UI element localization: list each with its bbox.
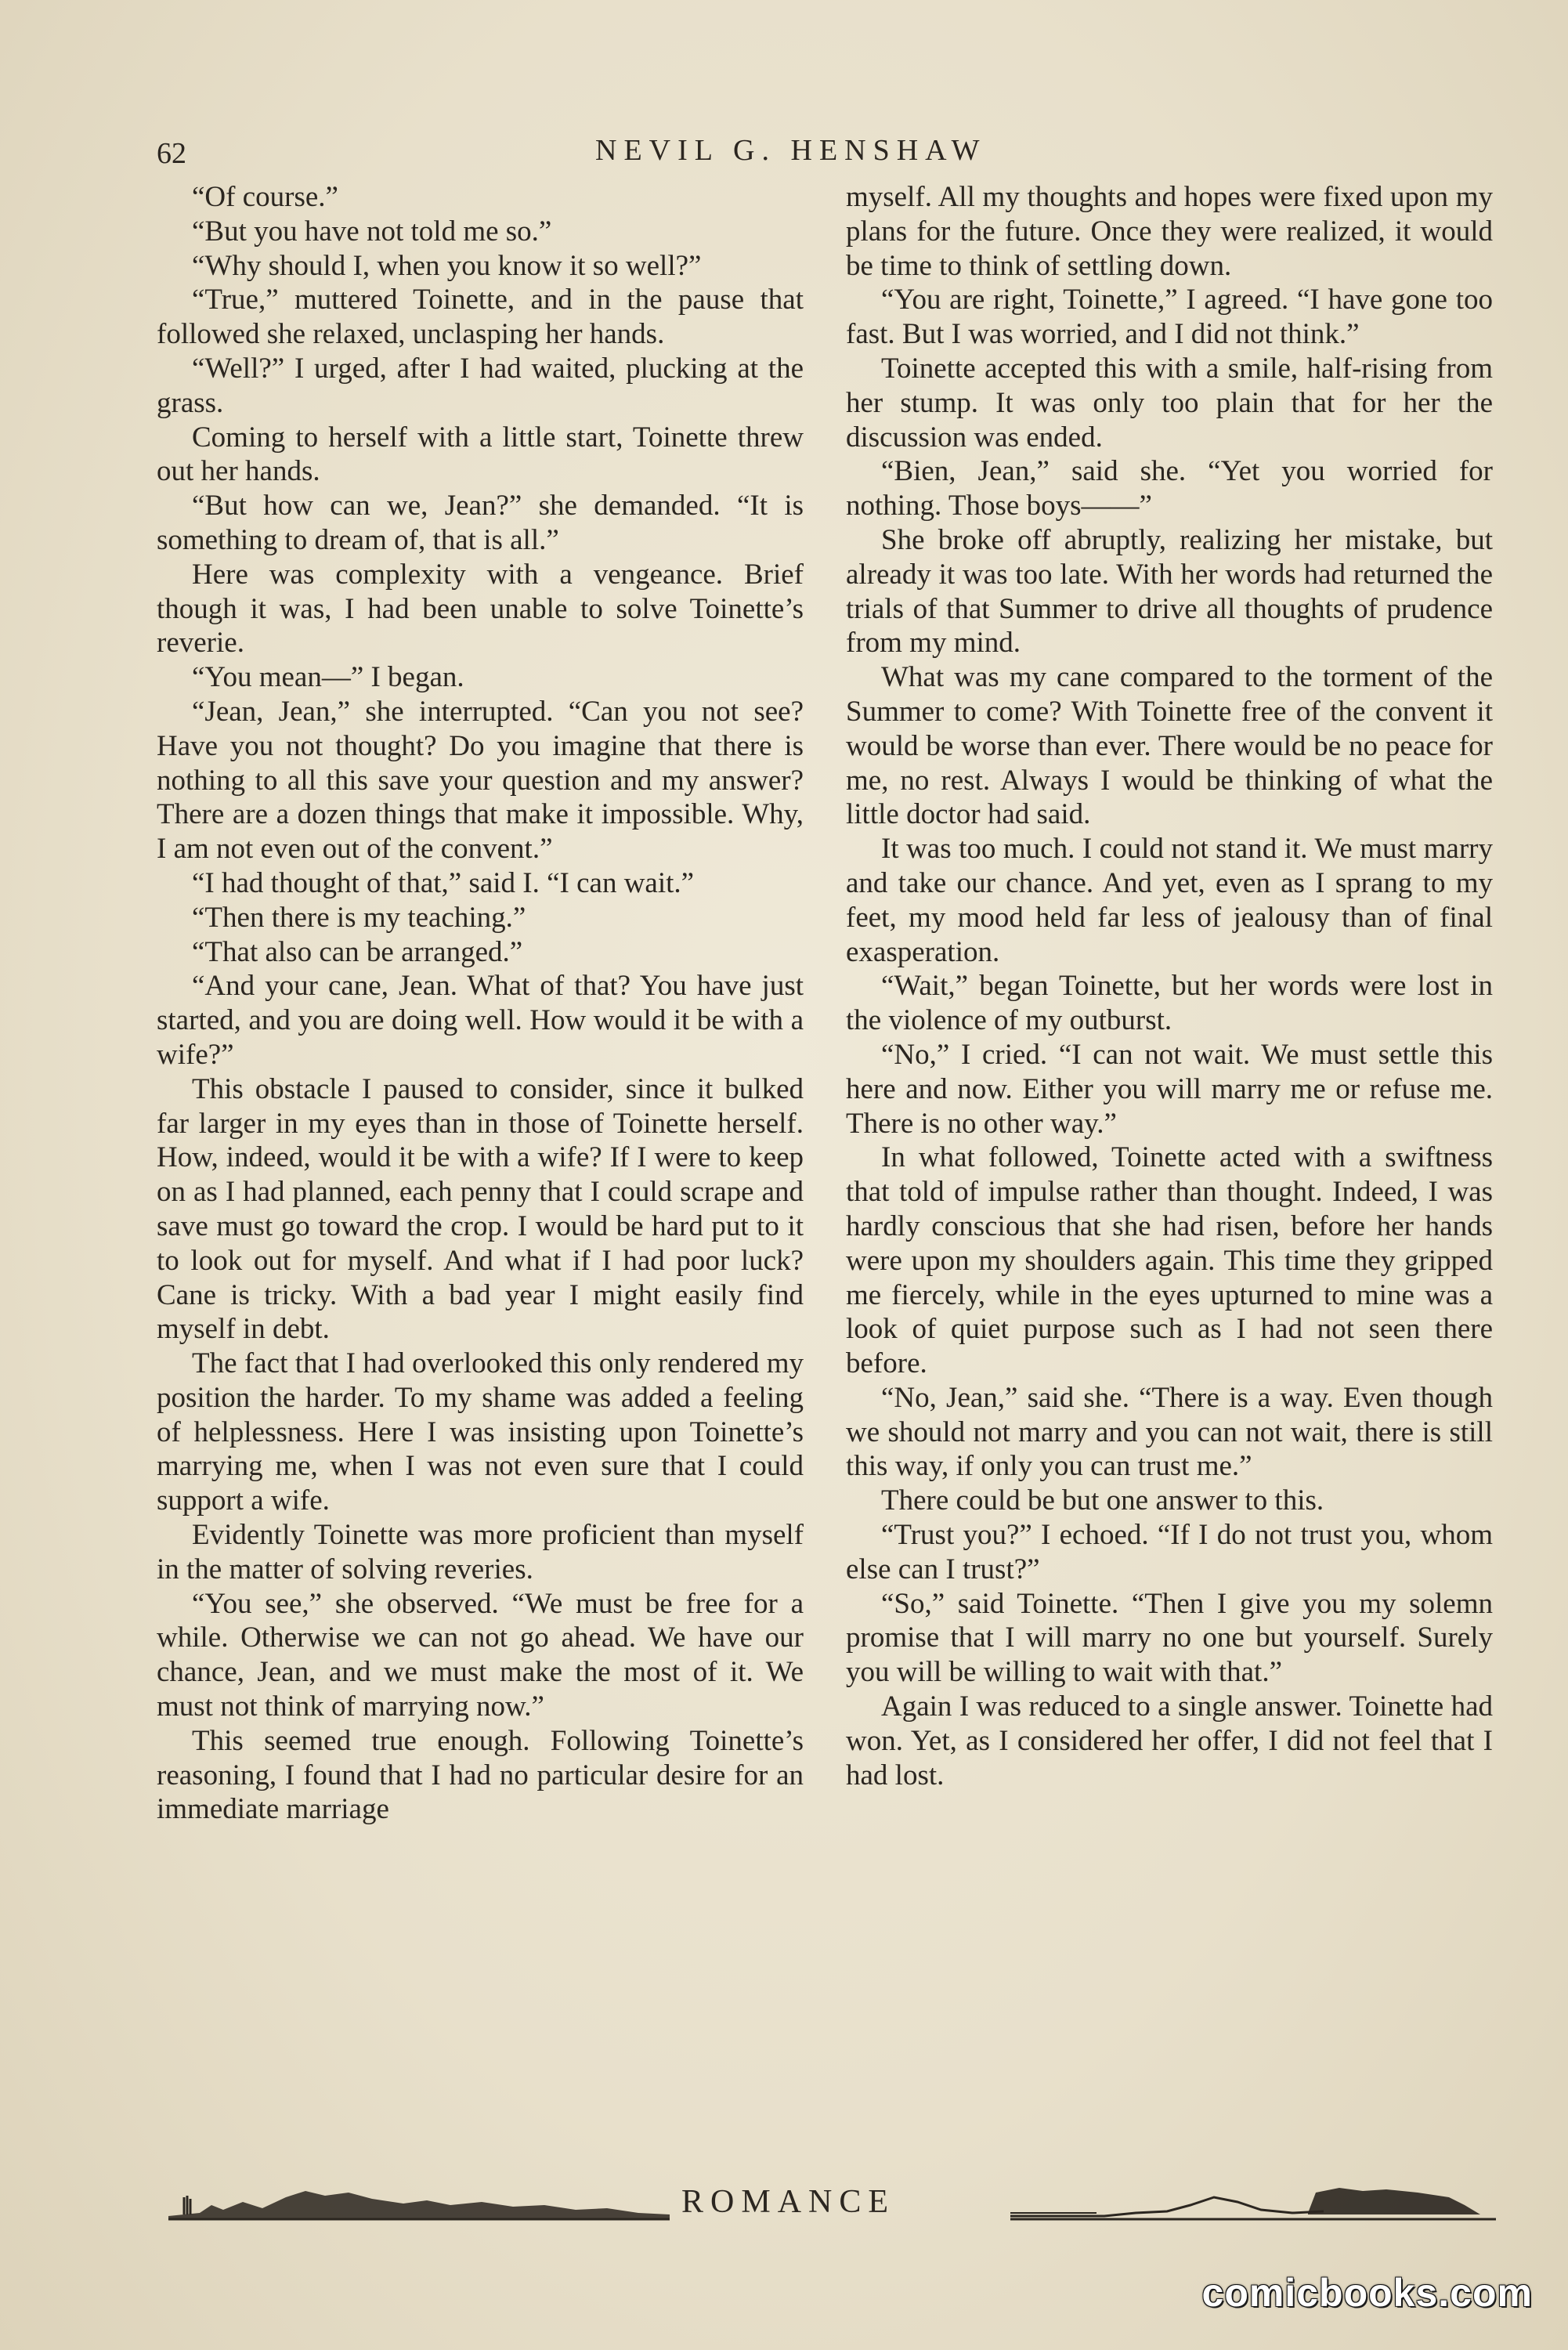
paragraph: “Of course.” — [192, 181, 338, 213]
paragraph: This seemed true enough. Following Toinette’s reasoning, I found that I had no particular desire for an immediate marriage — [157, 1724, 804, 1826]
left-text-column — [157, 180, 804, 1827]
running-head: NEVIL G. HENSHAW — [595, 134, 987, 167]
paragraph: “I had thought of that,” said I. “I can wait.” — [192, 866, 695, 899]
paragraph: “Bien, Jean,” said she. “Yet you worried for nothing. Those boys——” — [846, 455, 1493, 522]
paragraph: This obstacle I paused to consider, since it bulked far larger in my eyes than in those of Toinette herself. How, indeed, would it be with a wife? If I were to keep on as I had planned, each penny that I could scrape and save must go toward the crop. I would be hard put to it to look out for myself. And what if I had poor luck? Cane is tricky. With a bad year I might easily find myself in debt. — [157, 1072, 804, 1346]
page-footer — [157, 2174, 1504, 2229]
page-header — [157, 133, 1504, 172]
paragraph: “You mean—” I began. — [192, 661, 464, 694]
paragraph: “Wait,” began Toinette, but her words were lost in the violence of my outburst. — [846, 970, 1493, 1037]
paragraph: “Well?” I urged, after I had waited, plucking at the grass. — [157, 352, 804, 419]
paragraph: “You see,” she observed. “We must be free for a while. Otherwise we can not go ahead. We have our chance, Jean, and we must make the most of it. We must not think of marrying now.” — [157, 1587, 804, 1723]
paragraph: Evidently Toinette was more proficient than myself in the matter of solving reveries. — [157, 1519, 804, 1585]
page-number: 62 — [157, 137, 186, 170]
magazine-title: ROMANCE — [681, 2184, 896, 2220]
paragraph: “Then there is my teaching.” — [192, 901, 526, 934]
landscape-ornament-right-icon — [1010, 2182, 1496, 2221]
paragraph: “Trust you?” I echoed. “If I do not trust you, whom else can I trust?” — [846, 1519, 1493, 1585]
paragraph: Coming to herself with a little start, Toinette threw out her hands. — [157, 421, 804, 488]
paragraph: “No,” I cried. “I can not wait. We must settle this here and now. Either you will marry me or refuse me. There is no other way.” — [846, 1038, 1493, 1140]
paragraph: “So,” said Toinette. “Then I give you my solemn promise that I will marry no one but yourself. Surely you will be willing to wait with that.” — [846, 1587, 1493, 1689]
paragraph: It was too much. I could not stand it. We must marry and take our chance. And yet, even as I sprang to my feet, my mood held far less of jealousy than of final exasperation. — [846, 833, 1493, 968]
paragraph: Again I was reduced to a single answer. Toinette had won. Yet, as I considered her offer, I did not feel that I had lost. — [846, 1690, 1493, 1791]
landscape-ornament-left-icon — [168, 2182, 670, 2221]
paragraph: She broke off abruptly, realizing her mistake, but already it was too late. With her words had returned the trials of that Summer to drive all thoughts of prudence from my mind. — [846, 523, 1493, 660]
paragraph: “True,” muttered Toinette, and in the pause that followed she relaxed, unclasping her hands. — [157, 284, 804, 351]
paragraph: In what followed, Toinette acted with a swiftness that told of impulse rather than thought. Indeed, I was hardly conscious that she had risen, before her hands were upon my shoulders again. This time they gripped me fiercely, while in the eyes upturned to mine was a look of quiet purpose such as I had not seen there before. — [846, 1141, 1493, 1380]
paragraph: “And your cane, Jean. What of that? You have just started, and you are doing well. How would it be with a wife?” — [157, 970, 804, 1071]
right-text-column — [846, 180, 1493, 1792]
paragraph: “No, Jean,” said she. “There is a way. Even though we should not marry and you can not wait, there is still this way, if only you can trust me.” — [846, 1381, 1493, 1483]
paragraph: “Why should I, when you know it so well?” — [192, 249, 702, 282]
paragraph: Here was complexity with a vengeance. Brief though it was, I had been unable to solve Toinette’s reverie. — [157, 558, 804, 660]
watermark: comicbooks.com — [1201, 2271, 1533, 2315]
paragraph: “That also can be arranged.” — [192, 935, 523, 968]
paragraph-continuation: myself. All my thoughts and hopes were fixed upon my plans for the future. Once they were realized, it would be time to think of settling down. — [846, 181, 1493, 282]
paragraph: “You are right, Toinette,” I agreed. “I have gone too fast. But I was worried, and I did not think.” — [846, 284, 1493, 351]
paragraph: “But how can we, Jean?” she demanded. “It is something to dream of, that is all.” — [157, 490, 804, 556]
paragraph: “Jean, Jean,” she interrupted. “Can you not see? Have you not thought? Do you imagine that there is nothing to all this save your question and my answer? There are a dozen things that make it impossible. Why, I am not even out of the convent.” — [157, 695, 804, 866]
paragraph: What was my cane compared to the torment of the Summer to come? With Toinette free of the convent it would be worse than ever. There would be no peace for me, no rest. Always I would be thinking of what the little doctor had said. — [846, 661, 1493, 831]
paragraph: “But you have not told me so.” — [192, 215, 552, 248]
paragraph: Toinette accepted this with a smile, half-rising from her stump. It was only too plain that for her the discussion was ended. — [846, 352, 1493, 454]
paragraph: There could be but one answer to this. — [881, 1484, 1324, 1517]
paragraph: The fact that I had overlooked this only rendered my position the harder. To my shame was added a feeling of helplessness. Here I was insisting upon Toinette’s marrying me, when I was not even sure that I could support a wife. — [157, 1347, 804, 1517]
